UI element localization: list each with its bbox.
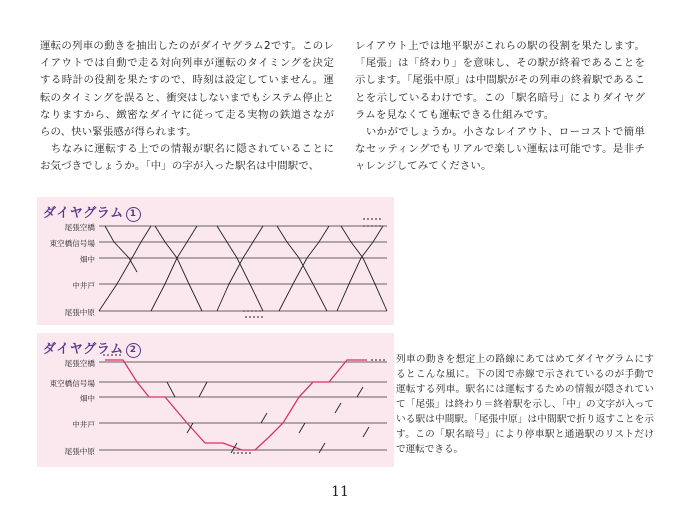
station-label: 東空橋信号場: [49, 379, 95, 388]
diagram-1-chart: [37, 197, 394, 325]
diagram-1: [37, 197, 394, 325]
diagram-2-title: ダイヤグラム 2: [43, 338, 141, 358]
manual-train-line: [105, 360, 367, 450]
station-label: 尾張中原: [64, 308, 95, 317]
diagram-2-chart: [37, 333, 394, 467]
station-label: 尾張空橋: [64, 359, 95, 368]
body-text-right: レイアウト上では地平駅がこれらの駅の役割を果たします。「尾張」は「終わり」を意味し、その駅が終着であることを示します。「尾張中原」は中間駅がその列車の終着駅であることを示しているわけです。この「駅名暗号」によりダイヤグラムを見なくても運転できる仕組みです。 いかがでしょうか。小さなレイアウト、ローコストで簡単なセッティングでもリアルで楽しい運転は可能です。是非チャレンジしてみてください。: [355, 40, 645, 173]
station-label: 畑中: [79, 394, 95, 403]
station-label: 中井戸: [72, 420, 95, 429]
diagram-2: [37, 333, 394, 467]
station-label: 尾張空橋: [64, 223, 95, 232]
page-number: 11: [331, 484, 349, 500]
diagram-caption: 列車の動きを想定上の路線にあてはめてダイヤグラムにするとこんな風に。下の図で赤線で示されているのが手動で運転する列車。駅名には運転するための情報が隠されていて「尾張」は終わり＝終着駅を示し、「中」の文字が入っている駅は中間駅。「尾張中原」は中間駅で折り返すことを示す。この「駅名暗号」により停車駅と通過駅のリストだけで運転できる。: [396, 354, 654, 455]
station-label: 中井戸: [72, 281, 95, 290]
station-label: 尾張中原: [64, 447, 95, 456]
station-label: 畑中: [79, 255, 95, 264]
diagram-1-title: ダイヤグラム 1: [43, 202, 141, 222]
station-label: 東空橋信号場: [49, 239, 95, 248]
body-text-left: 運転の列車の動きを抽出したのがダイヤグラム2です。このレイアウトでは自動で走る対向列車が運転のタイミングを決定する時計の役割を果たすので、時刻は設定していません。運転のタイミングを誤ると、衝突はしないまでもシステム停止となりますから、緻密なダイヤに従って走る実物の鉄道さながらの、快い緊張感が得られます。 ちなみに運転する上での情報が駅名に隠されていることにお気づきでしょうか。「中」の字が入った駅名は中間駅で、: [40, 40, 334, 173]
